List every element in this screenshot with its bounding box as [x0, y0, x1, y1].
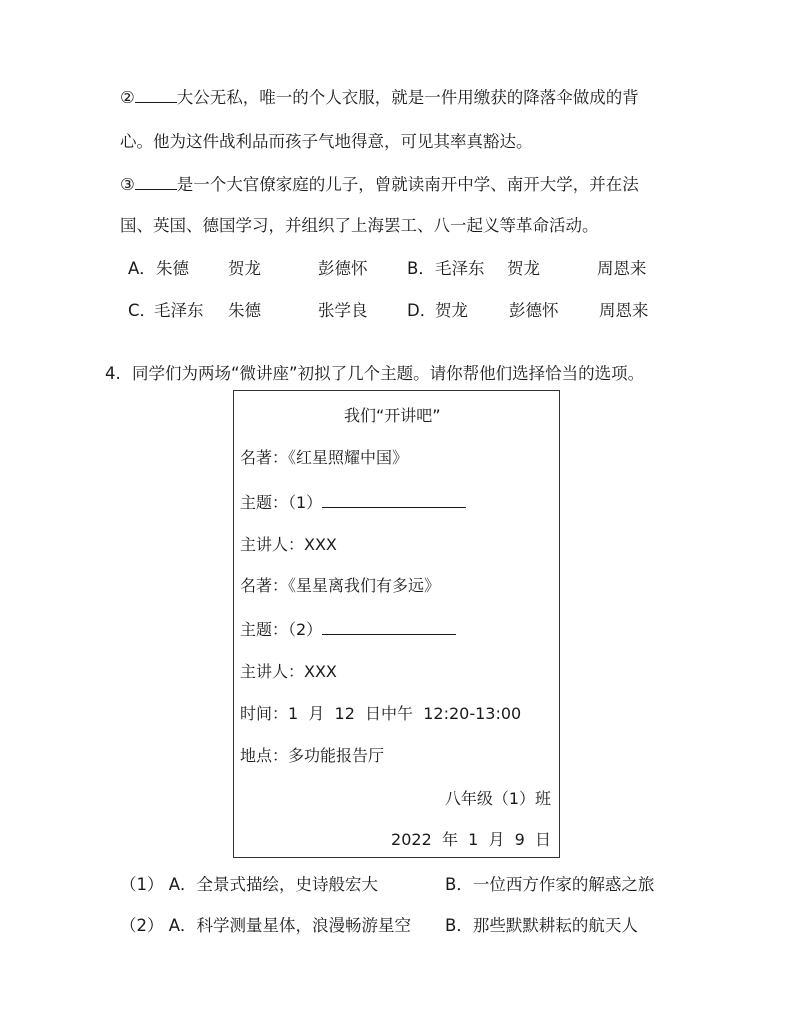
option-name: 贺龙 [507, 259, 540, 278]
choice-a[interactable]: A．科学测量星体，浪漫畅游星空 [168, 916, 412, 935]
option-a[interactable] [128, 255, 368, 279]
notice-date: 2022 年 1 月 9 日 [391, 830, 551, 849]
notice-book-1: 名著：《红星照耀中国》 [240, 448, 409, 467]
option-letter: D． [407, 301, 437, 320]
notice-speaker-1: 主讲人：XXX [240, 535, 337, 554]
option-name: 朱德 [228, 301, 261, 320]
option-letter: A． [128, 259, 156, 278]
option-name: 周恩来 [599, 301, 649, 320]
answer-blank[interactable] [135, 173, 177, 191]
notice-book-2: 名著：《星星离我们有多远》 [240, 576, 441, 595]
option-name: 贺龙 [435, 301, 468, 320]
q3-item-2 [120, 84, 639, 108]
item-number: ③ [120, 175, 135, 194]
option-c[interactable] [128, 297, 368, 321]
item-text: 大公无私，唯一的个人衣服，就是一件用缴获的降落伞做成的背 [176, 88, 639, 107]
option-name: 贺龙 [228, 259, 261, 278]
option-name: 毛泽东 [154, 301, 204, 320]
option-name: 张学良 [318, 301, 368, 320]
notice-theme-2 [240, 617, 456, 640]
notice-speaker-2: 主讲人：XXX [240, 662, 337, 681]
notice-time: 时间：1 月 12 日中午 12:20-13:00 [240, 704, 522, 723]
option-name: 彭德怀 [318, 259, 368, 278]
choice-row-2 [120, 912, 638, 936]
option-d[interactable] [407, 297, 649, 321]
choice-b[interactable]: B．那些默默耕耘的航天人 [445, 916, 638, 935]
choice-label: （2） [120, 916, 164, 935]
lecture-notice-box [233, 390, 560, 858]
question-number: 4. [105, 364, 121, 383]
choice-label: （1） [120, 875, 164, 894]
theme-1-blank[interactable] [322, 491, 466, 508]
notice-class: 八年级（1）班 [444, 789, 551, 808]
theme-1-label: 主题：（1） [240, 493, 323, 512]
option-name: 毛泽东 [435, 259, 485, 278]
answer-blank[interactable] [135, 86, 177, 104]
q3-item-2-continuation: 心。他为这件战利品而孩子气地得意，可见其率真豁达。 [120, 132, 533, 151]
item-text: 是一个大官僚家庭的儿子，曾就读南开中学、南开大学，并在法 [176, 175, 639, 194]
q3-item-3-continuation: 国、英国、德国学习，并组织了上海罢工、八一起义等革命活动。 [120, 216, 599, 235]
question-text: 同学们为两场“微讲座”初拟了几个主题。请你帮他们选择恰当的选项。 [132, 364, 645, 383]
option-letter: B． [407, 259, 435, 278]
q4-stem [105, 360, 644, 384]
q3-item-3 [120, 171, 639, 195]
choice-b[interactable]: B．一位西方作家的解惑之旅 [445, 875, 655, 894]
option-name: 朱德 [156, 259, 189, 278]
option-name: 周恩来 [597, 259, 647, 278]
option-name: 彭德怀 [509, 301, 559, 320]
option-letter: C． [128, 301, 157, 320]
option-b[interactable] [407, 255, 647, 279]
theme-2-blank[interactable] [322, 618, 456, 635]
item-number: ② [120, 88, 135, 107]
notice-title: 我们“开讲吧” [344, 406, 441, 425]
theme-2-label: 主题：（2） [240, 620, 323, 639]
notice-theme-1 [240, 490, 466, 513]
choice-row-1 [120, 871, 655, 895]
choice-a[interactable]: A．全景式描绘，史诗般宏大 [168, 875, 379, 894]
notice-place: 地点：多功能报告厅 [240, 746, 385, 765]
